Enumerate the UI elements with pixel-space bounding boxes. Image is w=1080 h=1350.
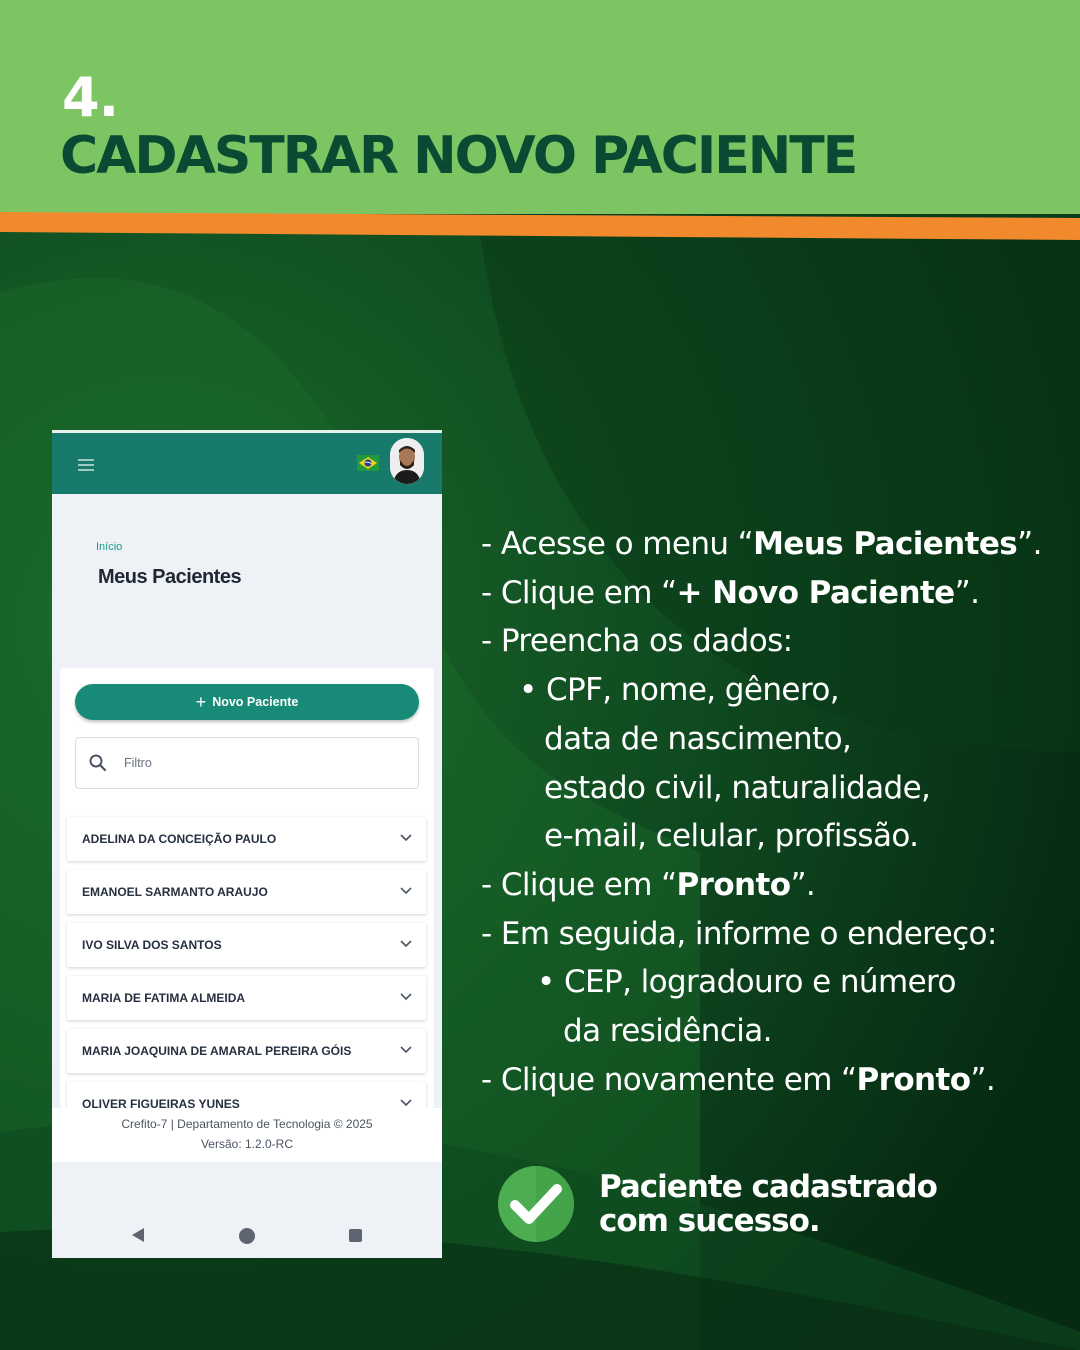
patient-row[interactable] (67, 1029, 426, 1073)
home-circle-icon[interactable] (239, 1228, 255, 1244)
chevron-down-icon[interactable] (400, 834, 412, 842)
step-number: 4. (62, 66, 119, 129)
patient-name: IVO SILVA DOS SANTOS (82, 938, 222, 952)
instruction-line: e-mail, celular, profissão. (544, 818, 919, 855)
chevron-down-icon[interactable] (400, 1099, 412, 1107)
success-message (599, 1170, 1039, 1238)
patient-row[interactable] (67, 817, 426, 861)
instruction-line: data de nascimento, (544, 720, 852, 757)
instruction-line: - Clique novamente em “Pronto”. (481, 1061, 996, 1098)
instruction-line: - Acesse o menu “Meus Pacientes”. (481, 526, 1042, 562)
chevron-down-icon[interactable] (400, 940, 412, 948)
page-heading: CADASTRAR NOVO PACIENTE (60, 126, 857, 186)
check-circle-icon (497, 1165, 575, 1243)
brazil-flag-icon[interactable] (357, 455, 379, 471)
patients-card (60, 668, 434, 1108)
app-footer (52, 1108, 442, 1162)
header-banner (0, 0, 1080, 214)
search-icon (88, 753, 108, 773)
instruction-line: - Clique em “+ Novo Paciente”. (481, 574, 980, 611)
hamburger-menu-icon[interactable] (78, 459, 94, 471)
patient-name: EMANOEL SARMANTO ARAUJO (82, 885, 268, 899)
instruction-bullet: • CEP, logradouro e número (537, 964, 956, 1001)
footer-copyright: Crefito-7 | Departamento de Tecnologia © 2025 (121, 1117, 373, 1131)
instruction-line: - Em seguida, informe o endereço: (481, 915, 997, 952)
plus-icon: + (195, 692, 207, 712)
patient-row[interactable] (67, 976, 426, 1020)
filter-field[interactable] (75, 737, 419, 789)
instruction-line: estado civil, naturalidade, (544, 769, 931, 806)
patient-name: ADELINA DA CONCEIÇÃO PAULO (82, 832, 277, 846)
patient-row[interactable] (67, 870, 426, 914)
instruction-line: - Preencha os dados: (481, 623, 793, 660)
instruction-bullet: • CPF, nome, gênero, (519, 672, 839, 709)
patient-name: MARIA DE FATIMA ALMEIDA (82, 991, 246, 1005)
phone-screenshot (52, 430, 442, 1258)
app-bar (52, 430, 442, 494)
new-patient-button[interactable] (75, 684, 419, 720)
chevron-down-icon[interactable] (400, 887, 412, 895)
footer-version: Versão: 1.2.0-RC (200, 1137, 294, 1151)
orange-stripe (0, 210, 1080, 240)
patient-name: OLIVER FIGUEIRAS YUNES (82, 1097, 240, 1108)
patient-row[interactable] (67, 923, 426, 967)
filter-input[interactable] (124, 752, 404, 774)
android-nav-bar (52, 1162, 442, 1258)
success-line-1: Paciente cadastrado (599, 1169, 937, 1205)
instruction-line: da residência. (563, 1013, 772, 1050)
user-avatar[interactable] (390, 438, 424, 484)
success-line-2: com sucesso. (599, 1203, 820, 1239)
instruction-line: - Clique em “Pronto”. (481, 866, 816, 903)
page-title: Meus Pacientes (98, 566, 242, 588)
patient-row[interactable] (67, 1082, 426, 1108)
recent-apps-square-icon[interactable] (349, 1229, 362, 1242)
chevron-down-icon[interactable] (400, 1046, 412, 1054)
instructions-list (481, 520, 1061, 1104)
patient-name: MARIA JOAQUINA DE AMARAL PEREIRA GÓIS (82, 1044, 352, 1058)
chevron-down-icon[interactable] (400, 993, 412, 1001)
breadcrumb[interactable]: Início (96, 541, 123, 553)
back-triangle-icon[interactable] (131, 1227, 145, 1243)
new-patient-label: Novo Paciente (212, 695, 299, 709)
